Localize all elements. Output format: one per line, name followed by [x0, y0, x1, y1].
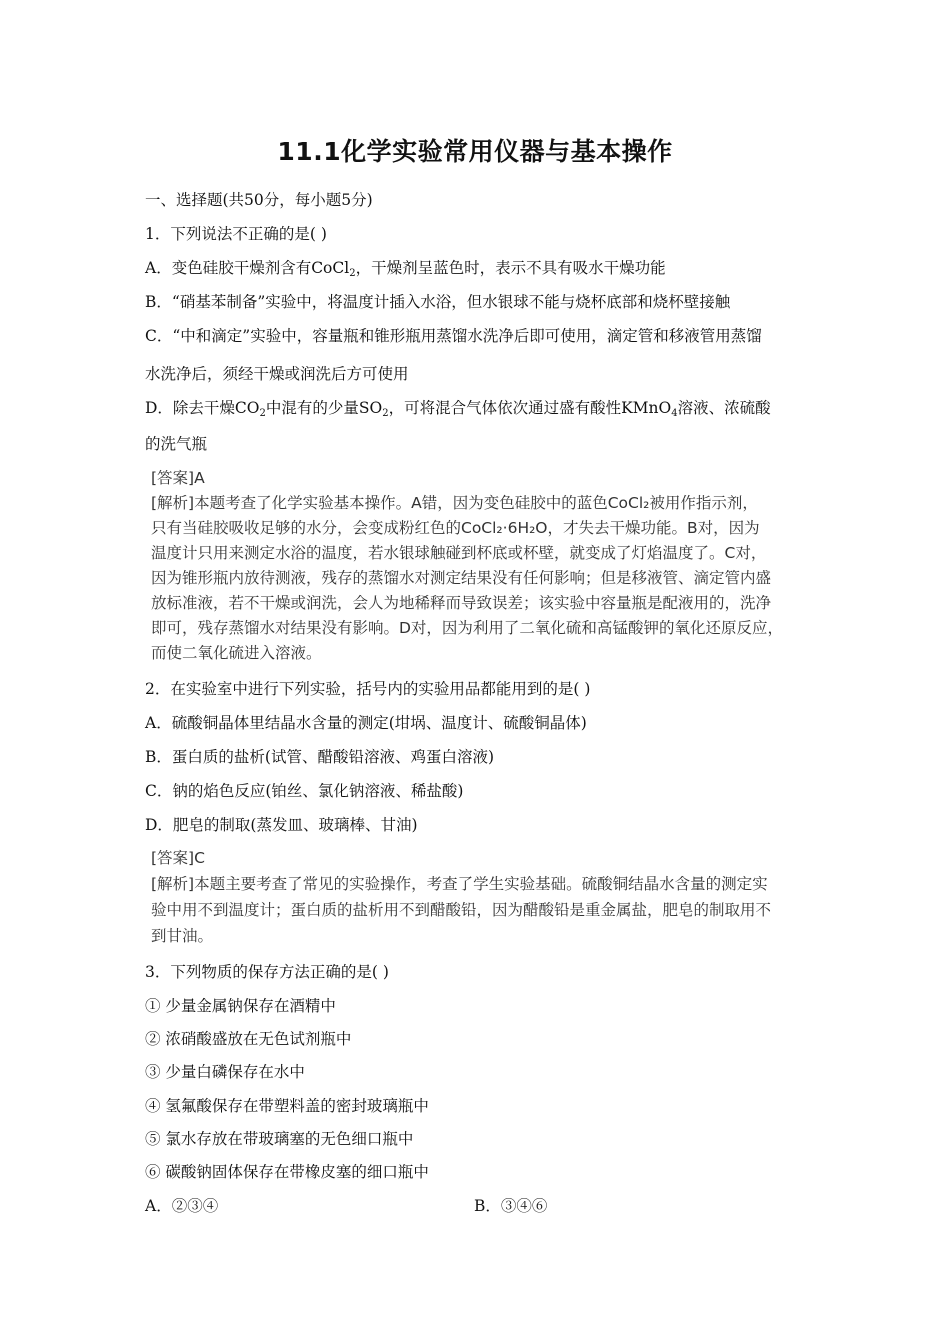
q1-analysis-line: 即可，残存蒸馏水对结果没有影响。D对，因为利用了二氧化硫和高锰酸钾的氧化还原反应，: [151, 619, 783, 637]
q2-stem: 2．在实验室中进行下列实验，括号内的实验用品都能用到的是( ): [145, 680, 591, 698]
q2-analysis-line: 到甘油。: [151, 927, 214, 945]
q1-analysis-line: 只有当硅胶吸收足够的水分，会变成粉红色的CoCl₂·6H₂O，才失去干燥功能。B对，因为: [151, 519, 760, 537]
q1-option-d-line2: 的洗气瓶: [145, 435, 208, 453]
section-heading: 一、选择题(共50分，每小题5分): [145, 191, 373, 209]
q1-stem: 1．下列说法不正确的是( ): [145, 225, 327, 243]
q1-option-d-line1: D．除去干燥$CO_2$中混有的少量$SO_2$，可将混合气体依次通过盛有酸性KMnO$_4$溶液、浓硫酸: [145, 399, 771, 419]
q1-option-c-line2: 水洗净后，须经干燥或润洗后方可使用: [145, 365, 409, 383]
q2-answer: [答案]C: [151, 849, 205, 867]
q3-option-b: B．③④⑥: [474, 1197, 548, 1215]
q2-option-c: C．钠的焰色反应(铂丝、氯化钠溶液、稀盐酸): [145, 782, 464, 800]
q1-analysis-line: 温度计只用来测定水浴的温度，若水银球触碰到杯底或杯壁，就变成了灯焰温度了。C对，: [151, 544, 767, 562]
q3-item: ② 浓硝酸盛放在无色试剂瓶中: [145, 1030, 352, 1048]
q2-option-d: D．肥皂的制取(蒸发皿、玻璃棒、甘油): [145, 816, 418, 834]
q2-analysis-line: [解析]本题主要考查了常见的实验操作，考查了学生实验基础。硫酸铜结晶水含量的测定实: [151, 875, 768, 893]
q2-option-b: B．蛋白质的盐析(试管、醋酸铅溶液、鸡蛋白溶液): [145, 748, 494, 766]
q2-analysis-line: 验中用不到温度计；蛋白质的盐析用不到醋酸铅，因为醋酸铅是重金属盐，肥皂的制取用不: [151, 901, 772, 919]
q1-analysis-line: 放标准液，若不干燥或润洗，会人为地稀释而导致误差；该实验中容量瓶是配液用的，洗净: [151, 594, 772, 612]
q2-option-a: A．硫酸铜晶体里结晶水含量的测定(坩埚、温度计、硫酸铜晶体): [145, 714, 587, 732]
q1-option-b: B．“硝基苯制备”实验中，将温度计插入水浴，但水银球不能与烧杯底部和烧杯壁接触: [145, 293, 731, 311]
q3-item: ⑤ 氯水存放在带玻璃塞的无色细口瓶中: [145, 1130, 414, 1148]
q1-answer: [答案]A: [151, 469, 205, 487]
q1-analysis-line: 因为锥形瓶内放待测液，残存的蒸馏水对测定结果没有任何影响；但是移液管、滴定管内盛: [151, 569, 772, 587]
q3-item: ① 少量金属钠保存在酒精中: [145, 997, 336, 1015]
q3-item: ⑥ 碳酸钠固体保存在带橡皮塞的细口瓶中: [145, 1163, 429, 1181]
q3-item: ④ 氢氟酸保存在带塑料盖的密封玻璃瓶中: [145, 1097, 429, 1115]
q3-item: ③ 少量白磷保存在水中: [145, 1063, 305, 1081]
q1-analysis-line: 而使二氧化硫进入溶液。: [151, 644, 322, 662]
q3-option-a: A．②③④: [145, 1197, 219, 1215]
q1-option-c-line1: C．“中和滴定”实验中，容量瓶和锥形瓶用蒸馏水洗净后即可使用，滴定管和移液管用蒸馏: [145, 327, 762, 345]
q1-option-a: A．变色硅胶干燥剂含有CoCl$_2$，干燥剂呈蓝色时，表示不具有吸水干燥功能: [145, 259, 666, 279]
q1-analysis-line: [解析]本题考查了化学实验基本操作。A错，因为变色硅胶中的蓝色CoCl₂被用作指示剂，: [151, 494, 758, 512]
q3-stem: 3．下列物质的保存方法正确的是( ): [145, 963, 389, 981]
page-title: 11.1化学实验常用仪器与基本操作: [277, 137, 673, 166]
